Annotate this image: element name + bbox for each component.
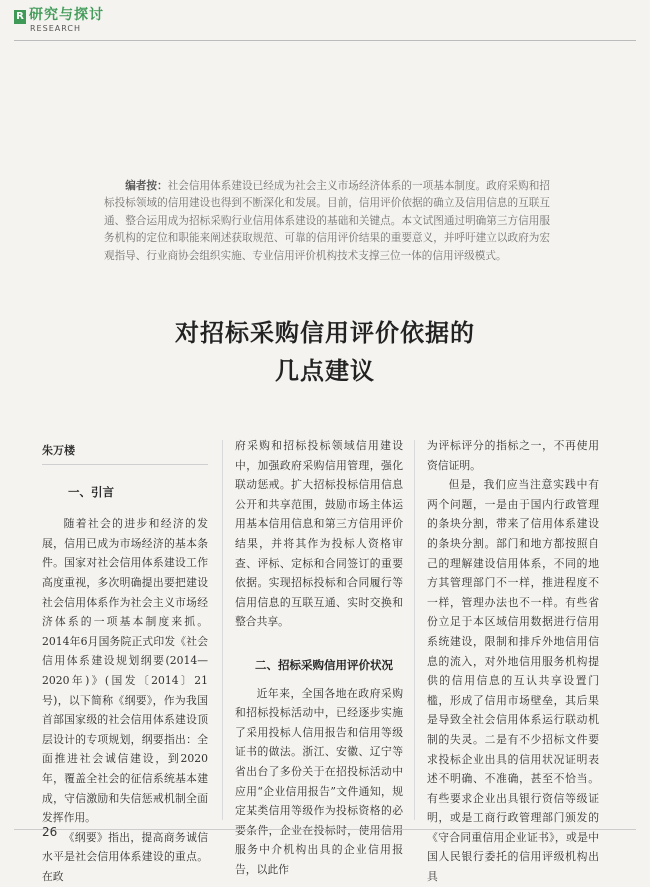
article-title-line1: 对招标采购信用评价依据的 — [175, 319, 475, 347]
editor-note — [104, 178, 550, 265]
paragraph: 但是，我们应当注意实践中有两个问题，一是由于国内行政管理的条块分割，带来了信用体系建设的条块分割。部门和地方都按照自己的理解建设信用体系，不同的地方其管理部门不一样，推进程度不一样，管理办法也不一样。有些省份立足于本区域信用数据进行信用系统建设，限制和排斥外地信用信息的流入，对外地信用服务机构提供的信用信息的互认共享设置门槛，形成了信用市场壁垒，其后果是导致全社会信用体系运行联动机制的失灵。二是有不少招标文件要求投标企业出具的信用状况证明表述不明确、不准确，甚至不恰当。有些要求企业出具银行资信等级证明，或是工商行政管理部门颁发的《守合同重信用企业证书》，或是中国人民银行委托的信用评级机构出具 — [427, 478, 599, 884]
paragraph: 府采购和招标投标领域信用建设中，加强政府采购信用管理，强化联动惩戒。扩大招标投标信用信息公开和共享范围，鼓励市场主体运用基本信用信息和第三方信用评价结果，并将其作为投标人资格审查、评标、定标和合同签订的重要依据。实现招标投标和合同履行等信用信息的互联互通、实时交换和整合共享。 — [235, 439, 403, 629]
paragraph: 《纲要》指出，提高商务诚信水平是社会信用体系建设的重点。在政 — [42, 830, 208, 883]
article-title — [0, 314, 650, 390]
text-column-3 — [427, 436, 599, 884]
page-header — [14, 7, 104, 33]
section-heading-intro: 一、引言 — [68, 484, 114, 499]
research-logo-icon: R — [14, 10, 26, 24]
header-divider — [14, 40, 636, 41]
paragraph: 随着社会的进步和经济的发展，信用已成为市场经济的基本条件。国家对社会信用体系建设工作高度重视，多次明确提出要把建设社会信用体系作为社会主义市场经济体系的一项基本制度来抓。2014年6月国务院正式印发《社会信用体系建设规划纲要(2014—2020年)》(国发〔2014〕21号)，以下简称《纲要》，作为我国首部国家级的社会信用体系建设顶层设计的专项规划，纲要指出：全面推进社会诚信建设，到2020年，覆盖全社会的征信系统基本建成，守信激励和失信惩戒机制全面发挥作用。 — [42, 517, 208, 825]
editor-note-lead: 编者按： — [125, 180, 168, 192]
page-number: 26 — [42, 825, 58, 839]
column-divider — [414, 440, 415, 820]
text-column-2 — [235, 436, 403, 876]
footer-divider — [14, 829, 636, 830]
section-title-cn: 研究与探讨 — [29, 7, 104, 23]
author-name: 朱万楼 — [42, 441, 208, 465]
paragraph: 近年来，全国各地在政府采购和招标投标活动中，已经逐步实施了采用投标人信用报告和信用等级证书的做法。浙江、安徽、辽宁等省出台了多份关于在招投标活动中应用“企业信用报告”文件通知，规定某类信用等级作为投标资格的必要条件，企业在投标时，使用信用服务中介机构出具的企业信用报告，以此作 — [235, 686, 403, 876]
column-divider — [222, 440, 223, 820]
section-title-en: RESEARCH — [30, 24, 81, 33]
article-title-line2: 几点建议 — [275, 357, 375, 385]
section-label — [29, 7, 104, 33]
editor-note-text: 社会信用体系建设已经成为社会主义市场经济体系的一项基本制度。政府采购和招标投标领域的信用建设也得到不断深化和发展。目前，信用评价依据的确立及信用信息的互联互通、整合运用成为招标采购行业信用体系建设的基础和关键点。本文试图通过明确第三方信用服务机构的定位和职能来阐述获取规范、可靠的信用评价结果的重要意义，并呼吁建立以政府为宏观指导、行业商协会组织实施、专业信用评价机构技术支撑三位一体的信用评级模式。 — [104, 180, 550, 262]
section-heading-status: 二、招标采购信用评价状况 — [255, 657, 393, 672]
paragraph: 为评标评分的指标之一，不再使用资信证明。 — [427, 439, 599, 472]
